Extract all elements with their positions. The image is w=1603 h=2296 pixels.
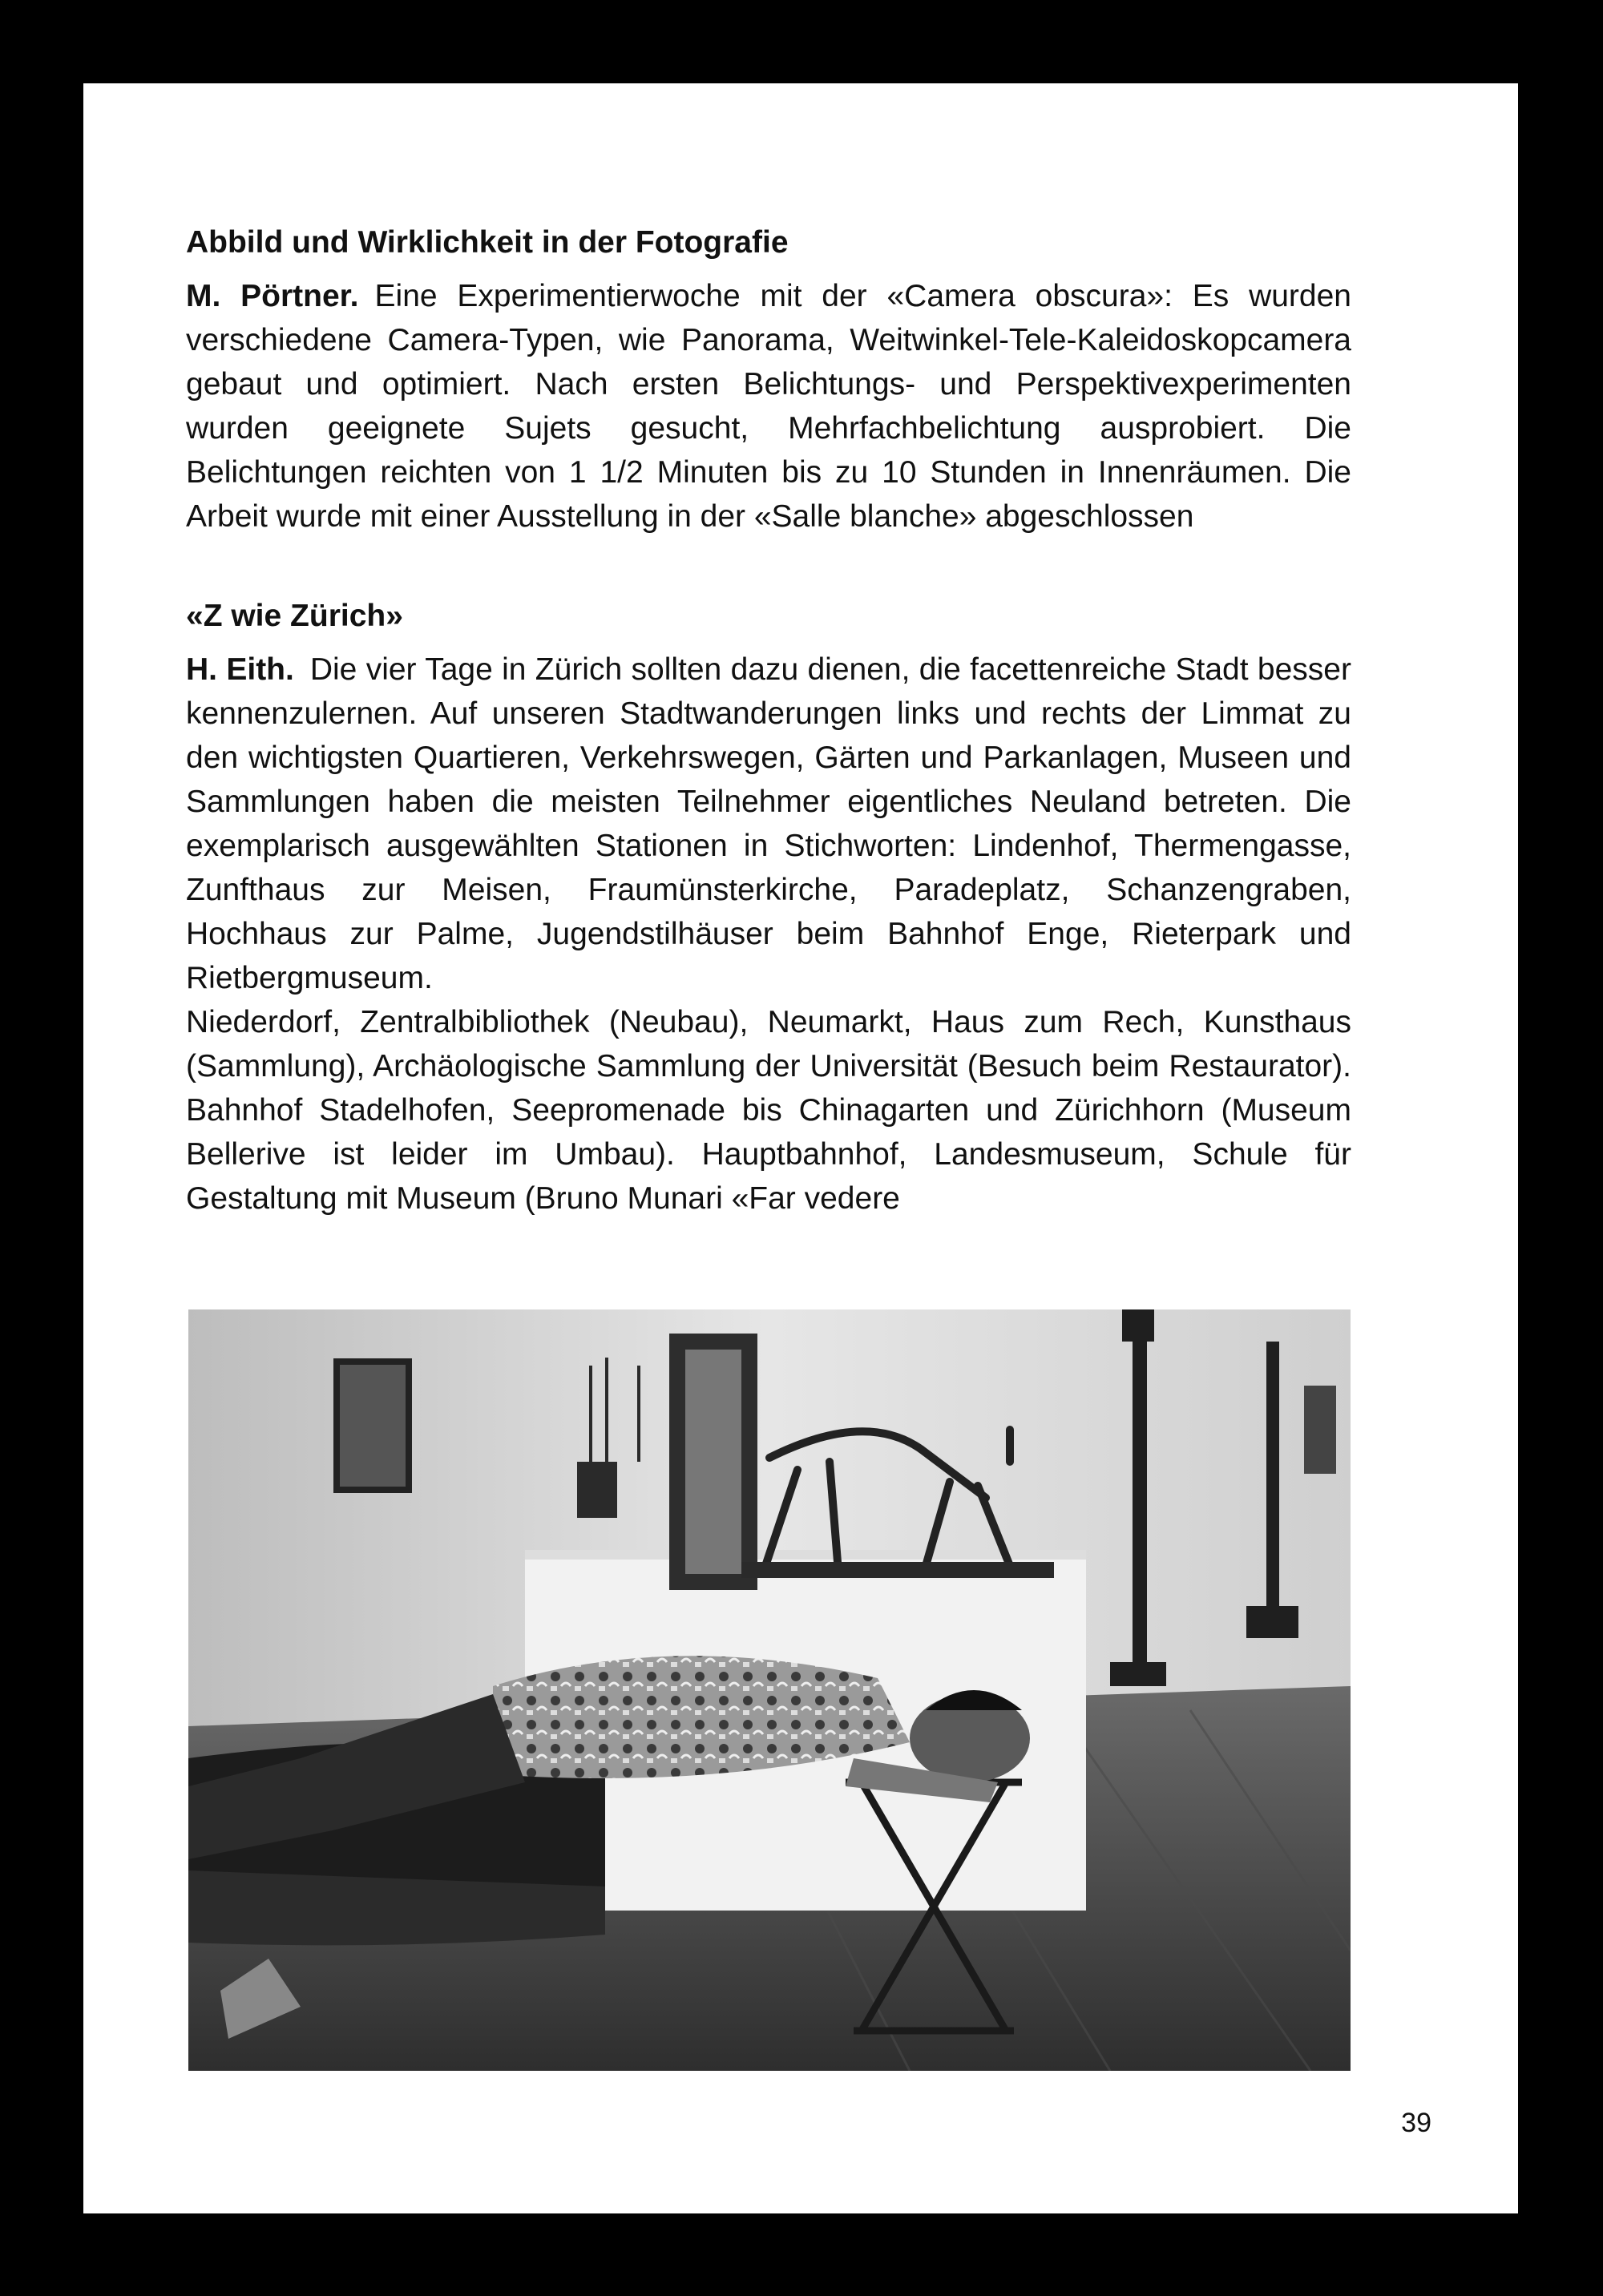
section2-paragraph-2: Niederdorf, Zentralbibliothek (Neubau), Neumarkt, Haus zum Rech, Kunsthaus (Sammlung), Archäologische Sammlung der Universität (Besuch beim Restaurator). Bahnhof Stadelhofen, Seepromenade bis Chinagarten und Zürichhorn (Museum Bellerive ist leider im Umbau). Hauptbahnhof, Landesmuseum, Schule für Gestaltung mit Museum (Bruno Munari «Far vedere <box>186 1005 1351 1216</box>
section1-paragraph <box>186 274 1351 539</box>
section1-text: Eine Experimentierwoche mit der «Camera obscura»: Es wurden verschiedene Camera-Typen, wie Panorama, Weitwinkel-Tele-Kaleidoskopcamera gebaut und optimiert. Nach ersten Belichtungs- und Perspektivexperimenten wurden geeignete Sujets gesucht, Mehrfachbelichtung ausprobiert. Die Belichtungen reichten von 1 1/2 Minuten bis zu 10 Stunden in Innenräumen. Die Arbeit wurde mit einer Ausstellung in der «Salle blanche» abgeschlossen <box>186 279 1351 534</box>
wall-painting-right <box>1304 1386 1336 1474</box>
section1-author: M. Pörtner. <box>186 279 359 313</box>
wall-painting <box>337 1362 409 1490</box>
document-page <box>83 83 1518 2213</box>
section2-paragraph-1 <box>186 648 1351 1000</box>
text-column <box>186 221 1351 1221</box>
sculpture-base <box>741 1562 1054 1578</box>
section2-title: «Z wie Zürich» <box>186 599 403 633</box>
section1-title: Abbild und Wirklichkeit in der Fotografie <box>186 225 789 260</box>
museum-photo <box>188 1309 1351 2071</box>
section2-text-1: Die vier Tage in Zürich sollten dazu dienen, die facettenreiche Stadt besser kennenzulernen. Auf unseren Stadtwanderungen links und rechts der Limmat zu den wichtigsten Quartieren, Verkehrswegen, Gärten und Parkanlagen, Museen und Sammlungen haben die meisten Teilnehmer eigentliches Neuland betreten. Die exemplarisch ausgewählten Stationen in Stichworten: Lindenhof, Thermengasse, Zunfthaus zur Meisen, Fraumünsterkirche, Paradeplatz, Schanzengraben, Hochhaus zur Palme, Jugendstilhäuser beim Bahnhof Enge, Rieterpark und Rietbergmuseum. <box>186 652 1351 995</box>
section2-author: H. Eith. <box>186 652 294 687</box>
page-number: 39 <box>1401 2108 1431 2138</box>
